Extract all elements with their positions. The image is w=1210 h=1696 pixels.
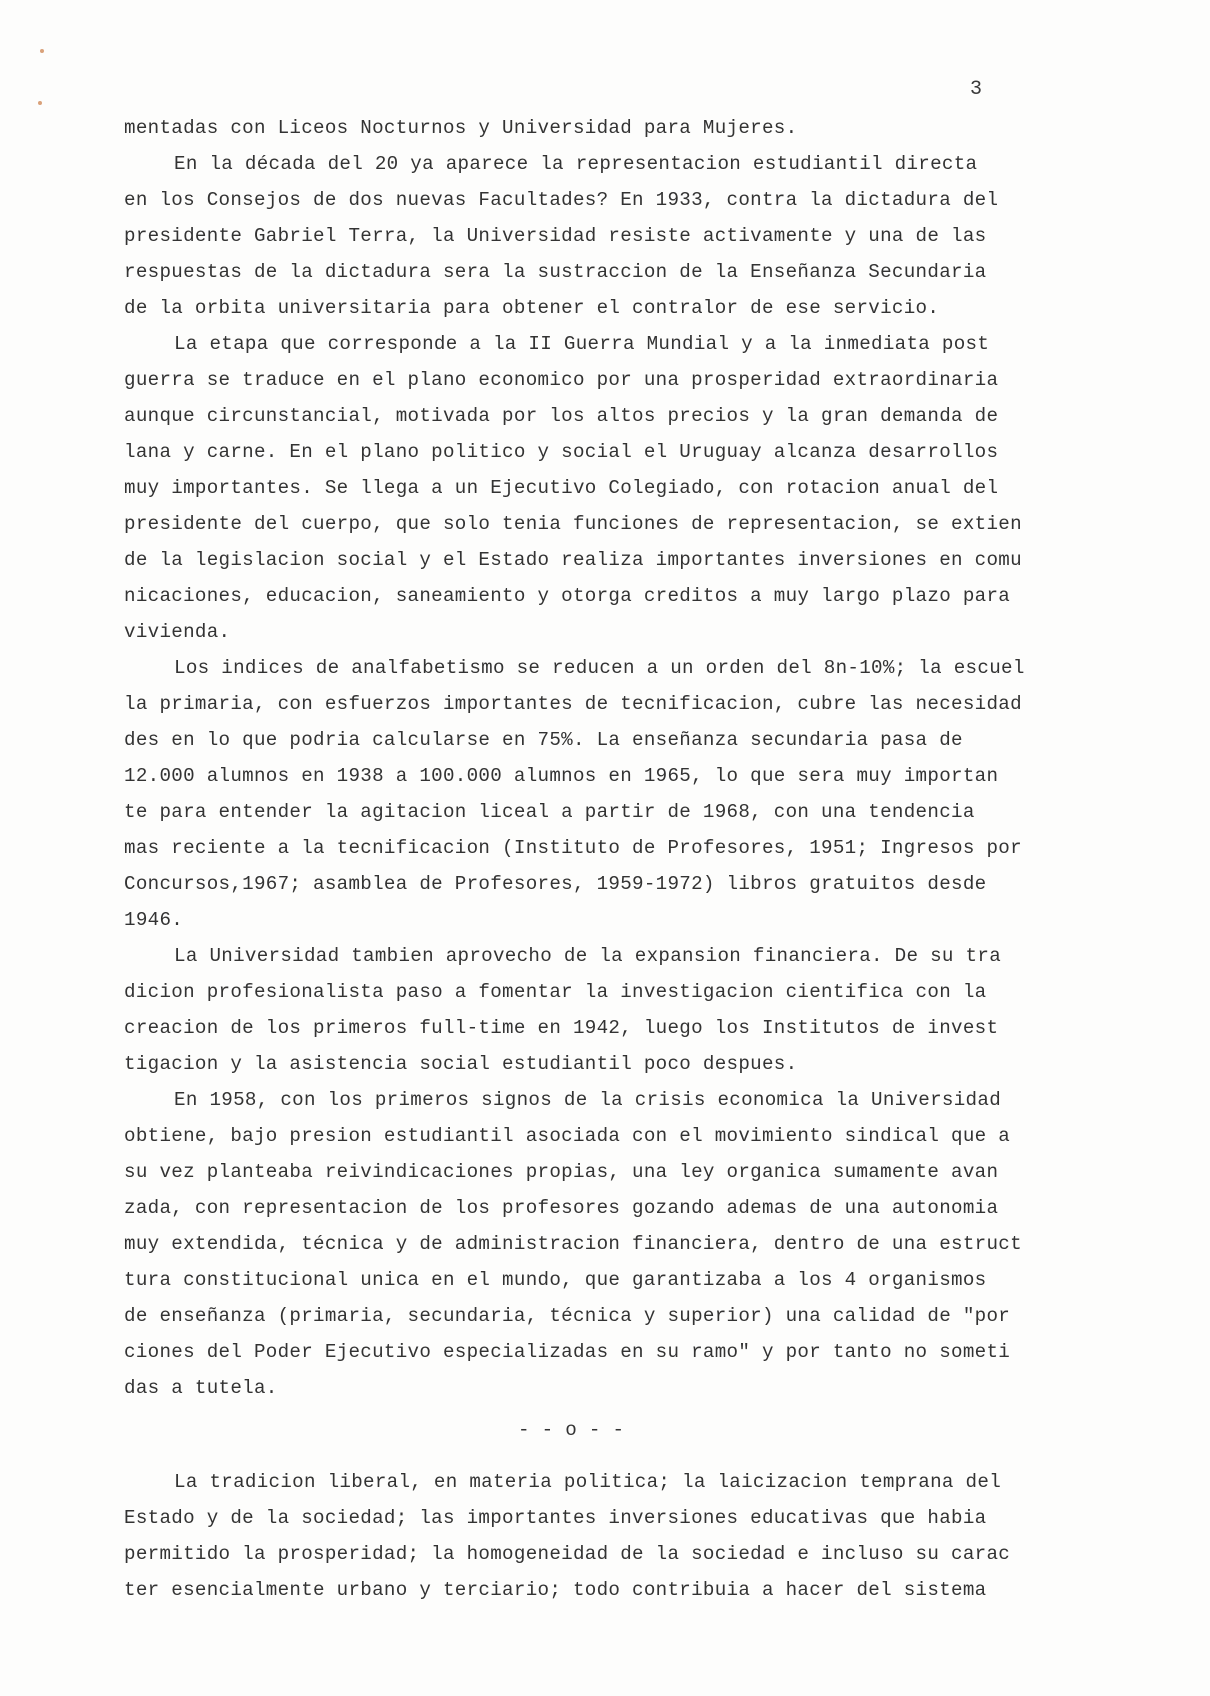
- text-line: En 1958, con los primeros signos de la crisis economica la Universidad: [174, 1089, 1002, 1111]
- text-line: ciones del Poder Ejecutivo especializadas en su ramo" y por tanto no someti: [124, 1341, 1011, 1363]
- text-line: lana y carne. En el plano politico y social el Uruguay alcanza desarrollos: [124, 441, 999, 463]
- paragraph: [124, 146, 1124, 326]
- text-line: permitido la prosperidad; la homogeneidad de la sociedad e incluso su carac: [124, 1543, 1011, 1565]
- text-line: aunque circunstancial, motivada por los altos precios y la gran demanda de: [124, 405, 999, 427]
- text-line: te para entender la agitacion liceal a partir de 1968, con una tendencia: [124, 801, 975, 823]
- paragraph: [124, 1464, 1124, 1608]
- text-line: Estado y de la sociedad; las importantes inversiones educativas que habia: [124, 1507, 987, 1529]
- paper-speck: [38, 101, 42, 105]
- text-line: en los Consejos de dos nuevas Facultades? En 1933, contra la dictadura del: [124, 189, 999, 211]
- text-line: tigacion y la asistencia social estudiantil poco despues.: [124, 1053, 798, 1075]
- text-line: creacion de los primeros full-time en 1942, luego los Institutos de invest: [124, 1017, 999, 1039]
- text-line: muy importantes. Se llega a un Ejecutivo Colegiado, con rotacion anual del: [124, 477, 999, 499]
- page-number: 3: [970, 78, 983, 101]
- paragraph: [124, 1082, 1124, 1406]
- paragraph: [124, 938, 1124, 1082]
- text-line: su vez planteaba reivindicaciones propias, una ley organica sumamente avan: [124, 1161, 999, 1183]
- text-line: de enseñanza (primaria, secundaria, técnica y superior) una calidad de "por: [124, 1305, 1011, 1327]
- text-line: En la década del 20 ya aparece la representacion estudiantil directa: [174, 153, 978, 175]
- text-line: guerra se traduce en el plano economico por una prosperidad extraordinaria: [124, 369, 999, 391]
- paragraph: [124, 650, 1124, 938]
- text-line: respuestas de la dictadura sera la sustraccion de la Enseñanza Secundaria: [124, 261, 987, 283]
- document-body: [124, 110, 1124, 1608]
- text-line: presidente del cuerpo, que solo tenia funciones de representacion, se extien: [124, 513, 1022, 535]
- text-line: obtiene, bajo presion estudiantil asociada con el movimiento sindical que a: [124, 1125, 1011, 1147]
- text-line: presidente Gabriel Terra, la Universidad resiste activamente y una de las: [124, 225, 987, 247]
- text-line: La tradicion liberal, en materia politica; la laicizacion temprana del: [174, 1471, 1002, 1493]
- text-line: La Universidad tambien aprovecho de la expansion financiera. De su tra: [174, 945, 1002, 967]
- text-line: 12.000 alumnos en 1938 a 100.000 alumnos en 1965, lo que sera muy importan: [124, 765, 999, 787]
- paragraph: [124, 110, 1124, 146]
- text-line: nicaciones, educacion, saneamiento y otorga creditos a muy largo plazo para: [124, 585, 1011, 607]
- text-line: vivienda.: [124, 621, 231, 643]
- text-line: de la legislacion social y el Estado realiza importantes inversiones en comu: [124, 549, 1022, 571]
- text-line: des en lo que podria calcularse en 75%. La enseñanza secundaria pasa de: [124, 729, 963, 751]
- text-line: mentadas con Liceos Nocturnos y Universidad para Mujeres.: [124, 117, 798, 139]
- text-line: das a tutela.: [124, 1377, 278, 1399]
- text-line: dicion profesionalista paso a fomentar la investigacion cientifica con la: [124, 981, 987, 1003]
- section-separator: - - o - -: [518, 1419, 625, 1441]
- text-line: muy extendida, técnica y de administracion financiera, dentro de una estruct: [124, 1233, 1022, 1255]
- paper-speck: [40, 49, 44, 53]
- text-line: tura constitucional unica en el mundo, que garantizaba a los 4 organismos: [124, 1269, 987, 1291]
- text-line: mas reciente a la tecnificacion (Instituto de Profesores, 1951; Ingresos por: [124, 837, 1022, 859]
- text-line: ter esencialmente urbano y terciario; todo contribuia a hacer del sistema: [124, 1579, 987, 1601]
- text-line: de la orbita universitaria para obtener el contralor de ese servicio.: [124, 297, 940, 319]
- text-line: 1946.: [124, 909, 184, 931]
- text-line: La etapa que corresponde a la II Guerra Mundial y a la inmediata post: [174, 333, 990, 355]
- text-line: la primaria, con esfuerzos importantes de tecnificacion, cubre las necesidad: [124, 693, 1022, 715]
- text-line: Los indices de analfabetismo se reducen a un orden del 8n-10%; la escuel: [174, 657, 1025, 679]
- text-line: Concursos,1967; asamblea de Profesores, 1959-1972) libros gratuitos desde: [124, 873, 987, 895]
- text-line: zada, con representacion de los profesores gozando ademas de una autonomia: [124, 1197, 999, 1219]
- paragraph: [124, 326, 1124, 650]
